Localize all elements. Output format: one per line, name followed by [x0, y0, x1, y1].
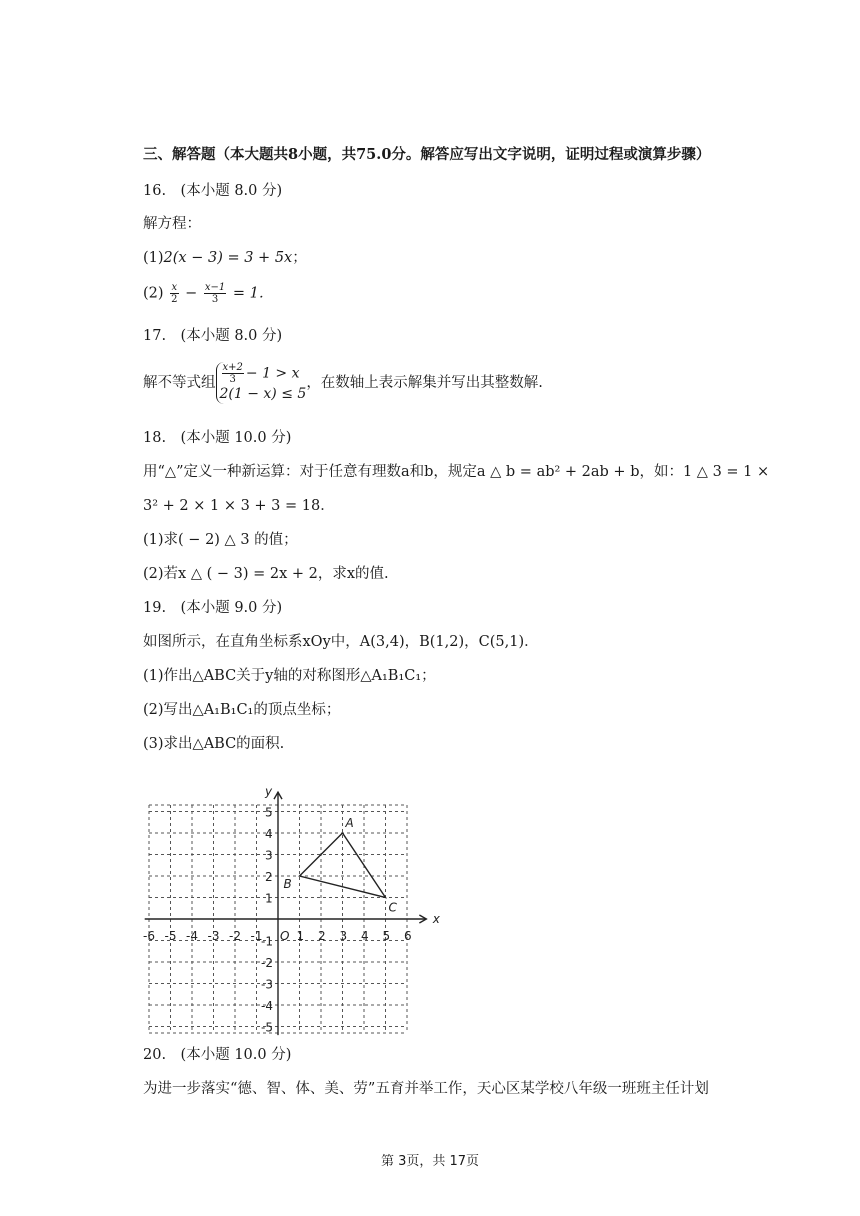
q18-line1: 用“△”定义一种新运算：对于任意有理数a和b，规定a △ b = ab² + 2ab + b，如：1 △ 3 = 1 ×	[143, 464, 770, 480]
q20-header: 20. (本小题 10.0 分)	[143, 1047, 292, 1063]
q19-part1: (1)作出△ABC关于y轴的对称图形△A₁B₁C₁；	[143, 668, 436, 684]
y-tick-label: 1	[265, 891, 273, 906]
y-tick-label: 3	[265, 848, 273, 863]
x-tick-label: 2	[318, 929, 326, 943]
y-tick-label: 5	[265, 805, 273, 820]
point-label-a: A	[345, 816, 354, 830]
y-tick-label: 2	[265, 870, 273, 884]
x-tick-label: 1	[296, 929, 305, 943]
q19-intro: 如图所示，在直角坐标系xOy中，A(3,4)，B(1,2)，C(5,1)．	[143, 634, 539, 650]
q18-part2: (2)若x △ ( − 3) = 2x + 2，求x的值.	[143, 566, 389, 582]
x-tick-label: 3	[339, 929, 348, 943]
x-tick-label: -5	[164, 929, 177, 943]
coordinate-graph	[138, 782, 448, 1042]
origin-label: O	[280, 929, 290, 943]
y-tick-label: 4	[265, 827, 273, 841]
q17-body: 解不等式组 $\frac{x+2}{3}$ − 1 > x 2(1 − x) ≤ 5 ，在数轴上表示解集并写出其整数解.	[143, 362, 543, 402]
q16-part1: (1)2(x − 3) = 3 + 5x；	[143, 250, 307, 266]
q18-header: 18. (本小题 10.0 分)	[143, 430, 292, 446]
y-tick-label: -3	[261, 977, 273, 992]
q17-header: 17. (本小题 8.0 分)	[143, 328, 283, 344]
q16-intro: 解方程：	[143, 216, 201, 232]
x-tick-label: -1	[250, 929, 263, 943]
point-label-b: B	[283, 877, 292, 891]
x-tick-label: -6	[143, 929, 155, 943]
q19-part2: (2)写出△A₁B₁C₁的顶点坐标；	[143, 702, 341, 718]
y-tick-label: -5	[261, 1020, 273, 1035]
x-axis-label: x	[432, 912, 440, 926]
x-tick-label: -3	[207, 929, 220, 943]
q18-line2: 3² + 2 × 1 × 3 + 3 = 18．	[143, 498, 335, 514]
y-axis-label: y	[265, 784, 273, 799]
inequality-system: $\frac{x+2}{3}$ − 1 > x 2(1 − x) ≤ 5	[216, 362, 307, 404]
x-tick-label: -4	[186, 929, 198, 943]
section-heading: 三、解答题（本大题共8小题，共75.0分。解答应写出文字说明，证明过程或演算步骤）	[143, 146, 711, 163]
x-tick-label: -2	[229, 929, 241, 943]
y-tick-label: -1	[261, 934, 273, 949]
page-footer: 第 3页，共 17页	[380, 1154, 480, 1169]
q19-part3: (3)求出△ABC的面积.	[143, 736, 285, 752]
x-tick-label: 5	[382, 929, 391, 943]
y-tick-label: -4	[261, 999, 273, 1013]
q16-header: 16. (本小题 8.0 分)	[143, 183, 283, 199]
x-tick-label: 4	[361, 929, 369, 943]
q20-line1: 为进一步落实“德、智、体、美、劳”五育并举工作，天心区某学校八年级一班班主任计划	[143, 1081, 709, 1097]
x-tick-label: 6	[404, 929, 412, 943]
triangle-abc	[284, 816, 398, 915]
q16-part2: (2) $\frac{x}{2}$ − $\frac{x-1}{3}$ = 1．	[143, 282, 274, 305]
q18-part1: (1)求( − 2) △ 3 的值；	[143, 532, 298, 548]
y-tick-label: -2	[261, 956, 273, 970]
point-label-c: C	[388, 900, 397, 915]
q19-header: 19. (本小题 9.0 分)	[143, 600, 283, 616]
